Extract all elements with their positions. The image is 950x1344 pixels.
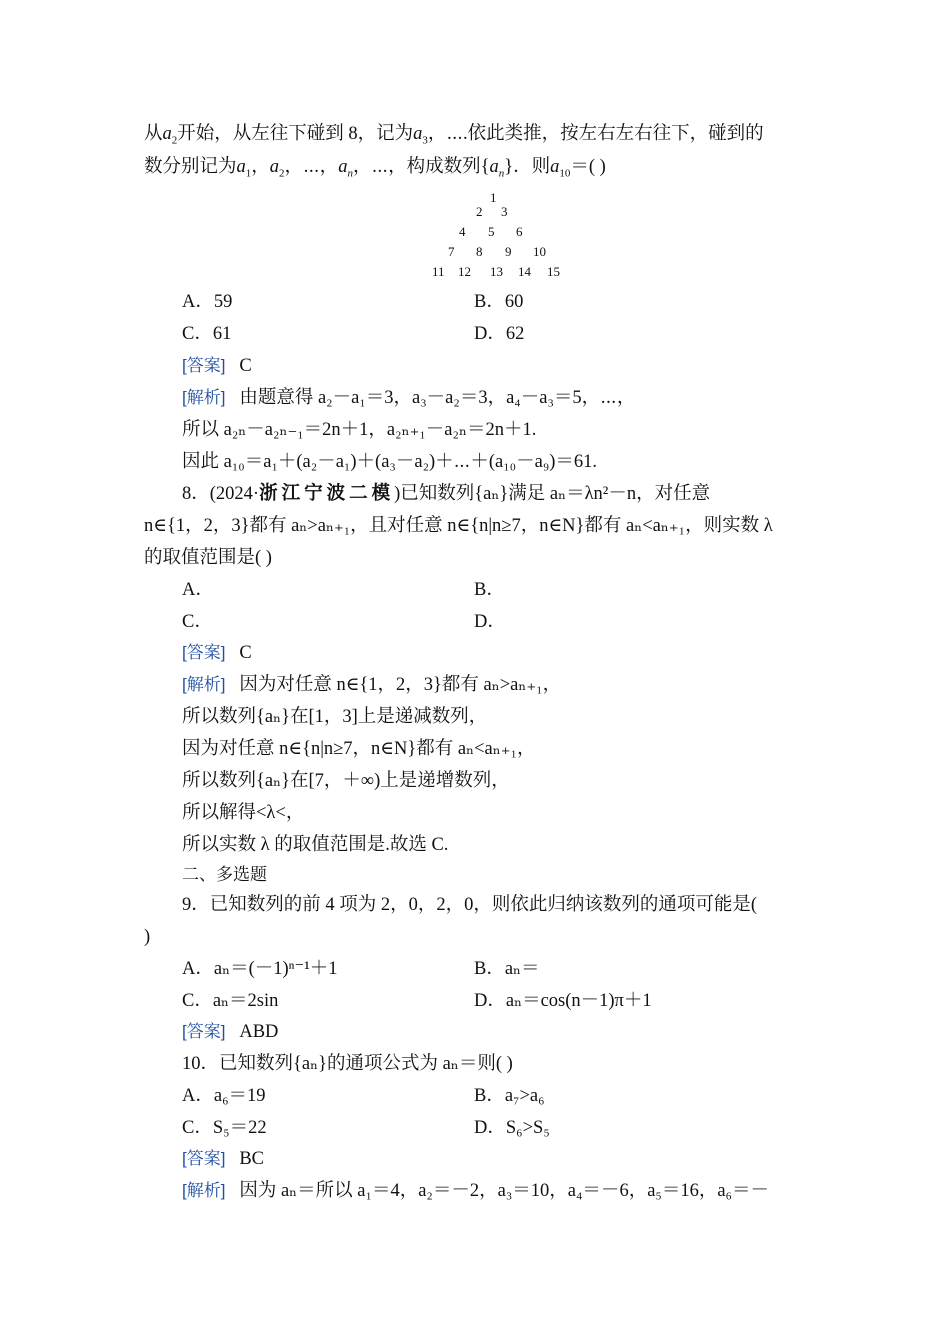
intro-line-1: 从$a_2$开始，从左往下碰到 8，记为$a_3$，⋯.依此类推，按左右左右往下，碰到的	[144, 124, 764, 147]
analysis-tag: [解析]	[182, 388, 226, 407]
q8-stem-3: 的取值范围是( )	[144, 548, 272, 568]
intro-text: ，构成数列{	[388, 157, 490, 177]
intro-text: }．则	[504, 157, 551, 177]
q10-option-a: A．a₆＝19	[182, 1086, 266, 1106]
q8-option-a: A．	[182, 580, 214, 600]
q10-option-b: B．a₇>a₆	[474, 1086, 545, 1106]
solution-text: 因为对任意 n∈{1，2，3}都有 aₙ>aₙ₊₁，	[239, 675, 562, 695]
q10-option-d: D．S₆>S₅	[474, 1118, 550, 1138]
triangle-number: 9	[505, 244, 512, 259]
answer-tag: [答案]	[182, 1149, 226, 1168]
q9-option-a: A．aₙ＝(－1)ⁿ⁻¹＋1	[182, 959, 338, 979]
triangle-number: 8	[476, 244, 483, 259]
q8-stem-2: n∈{1，2，3}都有 aₙ>aₙ₊₁，且对任意 n∈{n|n≥7，n∈N}都有 aₙ<aₙ₊₁，则实数 λ	[144, 516, 773, 536]
section-title: 二、多选题	[182, 865, 267, 885]
answer-value: ABD	[239, 1022, 279, 1042]
q10-stem: 10．已知数列{aₙ}的通项公式为 aₙ＝则( )	[182, 1054, 513, 1074]
q7-option-c: C．61	[182, 324, 232, 344]
triangle-number: 13	[490, 264, 503, 279]
q9-option-c: C．aₙ＝2sin	[182, 991, 279, 1011]
analysis-tag: [解析]	[182, 1181, 226, 1200]
triangle-number: 4	[459, 224, 466, 239]
q7-option-a: A．59	[182, 292, 233, 312]
solution-text: 由题意得 a₂－a₁＝3，a₃－a₂＝3，a₄－a₃＝5，⋯，	[239, 388, 636, 408]
q8-analysis-2: 所以数列{aₙ}在[1，3]上是递减数列，	[182, 707, 488, 727]
q8-stem-1	[182, 481, 710, 507]
intro-text: 从	[144, 124, 163, 144]
q8-option-c: C．	[182, 612, 213, 632]
q8-analysis-6: 所以实数 λ 的取值范围是.故选 C.	[182, 835, 449, 855]
intro-line-2: 数分别记为$a_1$，$a_2$，⋯，$a_n$，⋯，构成数列$\{a_n\}$．则$a_{10}=$( )	[144, 157, 606, 180]
answer-tag: [答案]	[182, 1022, 226, 1041]
question-text: )已知数列{aₙ}满足 aₙ＝λn²－n，对任意	[394, 484, 711, 504]
answer-value: C	[239, 356, 252, 376]
q8-analysis-1	[182, 672, 561, 698]
q9-option-b: B．aₙ＝	[474, 959, 540, 979]
q8-answer	[182, 640, 252, 666]
question-source: 浙江宁波二模	[259, 484, 395, 504]
q9-stem-2: )	[144, 927, 151, 947]
triangle-number: 1	[490, 190, 497, 205]
triangle-number: 10	[533, 244, 546, 259]
answer-value: BC	[239, 1149, 265, 1169]
q9-option-d: D．aₙ＝cos(n－1)π＋1	[474, 991, 652, 1011]
q8-option-d: D．	[474, 612, 506, 632]
q9-stem-1: 9．已知数列的前 4 项为 2，0，2，0，则依此归纳该数列的通项可能是(	[182, 895, 758, 915]
triangle-number: 12	[458, 264, 471, 279]
q10-option-c: C．S₅＝22	[182, 1118, 267, 1138]
q7-answer	[182, 353, 252, 379]
q9-answer	[182, 1019, 278, 1045]
triangle-number: 11	[432, 264, 445, 279]
triangle-number: 7	[448, 244, 455, 259]
answer-value: C	[239, 643, 252, 663]
q10-answer	[182, 1146, 264, 1172]
intro-text: ，⋯.依此类推，按左右左右往下，碰到的	[427, 124, 764, 144]
intro-text: 开始，从左往下碰到 8，记为	[177, 124, 414, 144]
triangle-number: 6	[516, 224, 523, 239]
q8-option-b: B．	[474, 580, 505, 600]
intro-text: ＝( )	[570, 157, 606, 177]
triangle-number: 14	[518, 264, 531, 279]
q7-analysis-2: 所以 a₂ₙ－a₂ₙ₋₁＝2n＋1，a₂ₙ₊₁－a₂ₙ＝2n＋1.	[182, 420, 537, 440]
triangle-number: 15	[547, 264, 560, 279]
analysis-tag: [解析]	[182, 675, 226, 694]
triangle-number: 2	[476, 204, 483, 219]
q8-analysis-5: 所以解得<λ<，	[182, 803, 305, 823]
question-number: 8．(2024·	[182, 484, 260, 504]
triangle-number: 3	[501, 204, 508, 219]
q8-analysis-4: 所以数列{aₙ}在[7，＋∞)上是递增数列，	[182, 771, 510, 791]
q7-option-d: D．62	[474, 324, 525, 344]
q7-option-b: B．60	[474, 292, 524, 312]
q7-analysis-1	[182, 385, 635, 411]
answer-tag: [答案]	[182, 356, 226, 375]
triangle-number: 5	[488, 224, 495, 239]
q8-analysis-3: 因为对任意 n∈{n|n≥7，n∈N}都有 aₙ<aₙ₊₁，	[182, 739, 536, 759]
intro-text: 数分别记为	[144, 157, 237, 177]
answer-tag: [答案]	[182, 643, 226, 662]
q7-analysis-3: 因此 a₁₀＝a₁＋(a₂－a₁)＋(a₃－a₂)＋⋯＋(a₁₀－a₉)＝61.	[182, 452, 598, 472]
q10-analysis-1	[182, 1178, 769, 1204]
solution-text: 因为 aₙ＝所以 a₁＝4，a₂＝－2，a₃＝10，a₄＝－6，a₅＝16，a₆＝－	[239, 1181, 770, 1201]
